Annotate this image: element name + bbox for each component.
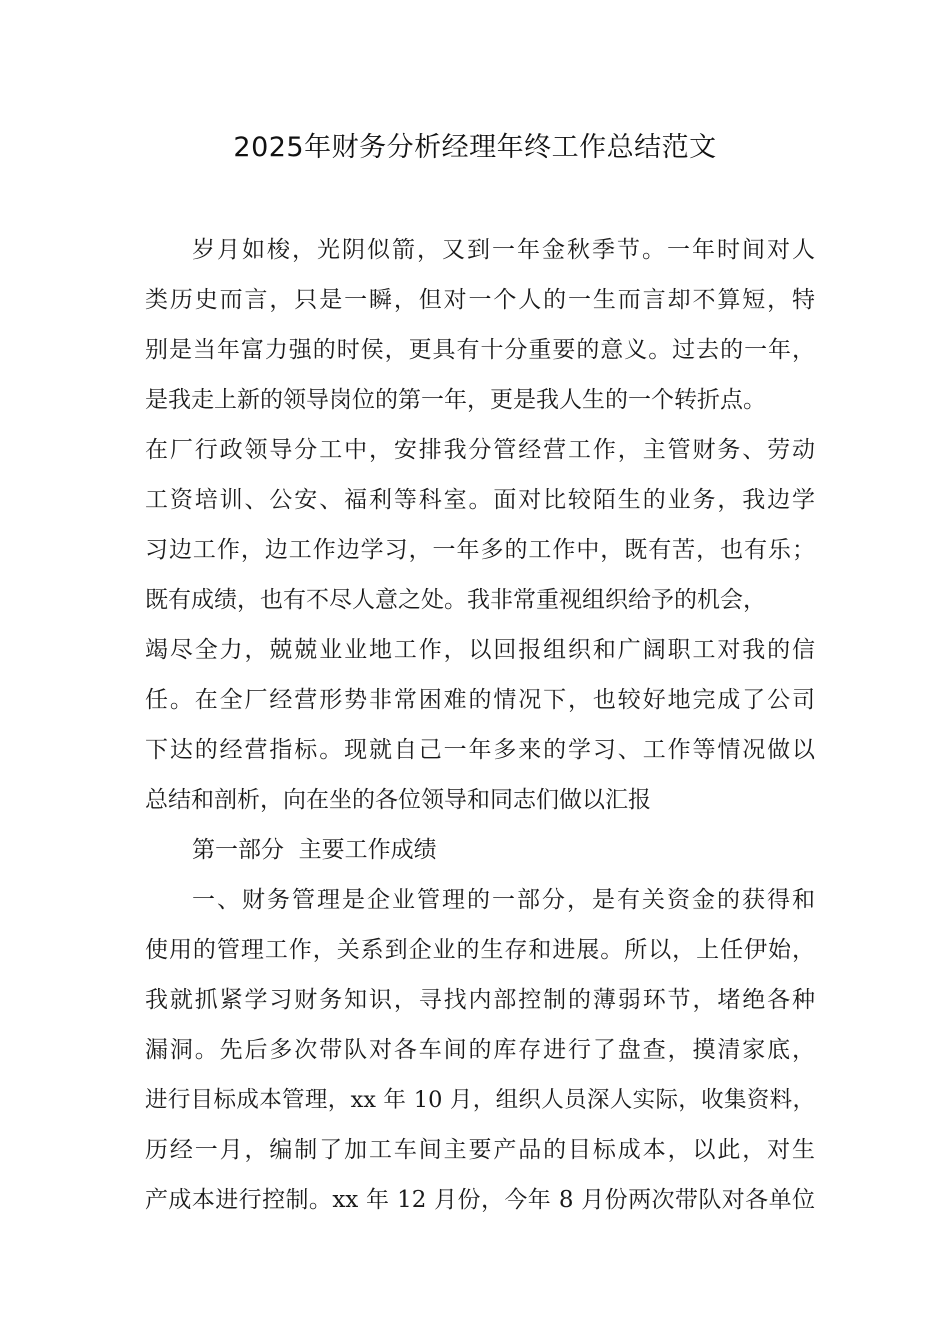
paragraph-line-1: 岁月如梭，光阴似箭，又到一年金秋季节。一年时间对人 (192, 237, 815, 263)
paragraph-line-19: 产成本进行控制。xx 年 12 月份，今年 8 月份两次带队对各单位 (145, 1187, 815, 1213)
paragraph-line-15: 我就抓紧学习财务知识，寻找内部控制的薄弱环节，堵绝各种 (145, 987, 815, 1013)
paragraph-line-3: 别是当年富力强的时侯，更具有十分重要的意义。过去的一年， (145, 337, 815, 363)
paragraph-line-16: 漏洞。先后多次带队对各车间的库存进行了盘查，摸清家底， (145, 1037, 815, 1063)
document-title: 2025年财务分析经理年终工作总结范文 (233, 132, 717, 163)
paragraph-line-14: 使用的管理工作，关系到企业的生存和进展。所以，上任伊始， (145, 937, 815, 963)
paragraph-line-7: 习边工作，边工作边学习，一年多的工作中，既有苦，也有乐； (145, 537, 815, 563)
paragraph-line-5: 在厂行政领导分工中，安排我分管经营工作，主管财务、劳动 (145, 437, 815, 463)
section-heading: 第一部分 主要工作成绩 (192, 837, 437, 863)
paragraph-line-8: 既有成绩，也有不尽人意之处。我非常重视组织给予的机会， (145, 587, 766, 613)
paragraph-line-12: 总结和剖析，向在坐的各位领导和同志们做以汇报 (145, 787, 651, 813)
paragraph-line-9: 竭尽全力，兢兢业业地工作，以回报组织和广阔职工对我的信 (145, 637, 815, 663)
paragraph-line-17: 进行目标成本管理，xx 年 10 月，组织人员深人实际，收集资料， (145, 1087, 815, 1113)
paragraph-line-10: 任。在全厂经营形势非常困难的情况下，也较好地完成了公司 (145, 687, 815, 713)
paragraph-line-18: 历经一月，编制了加工车间主要产品的目标成本，以此，对生 (145, 1137, 815, 1163)
paragraph-line-13: 一、财务管理是企业管理的一部分，是有关资金的获得和 (192, 887, 815, 913)
paragraph-line-11: 下达的经营指标。现就自己一年多来的学习、工作等情况做以 (145, 737, 815, 763)
paragraph-line-6: 工资培训、公安、福利等科室。面对比较陌生的业务，我边学 (145, 487, 815, 513)
paragraph-line-2: 类历史而言，只是一瞬，但对一个人的一生而言却不算短，特 (145, 287, 815, 313)
paragraph-line-4: 是我走上新的领导岗位的第一年，更是我人生的一个转折点。 (145, 387, 766, 413)
